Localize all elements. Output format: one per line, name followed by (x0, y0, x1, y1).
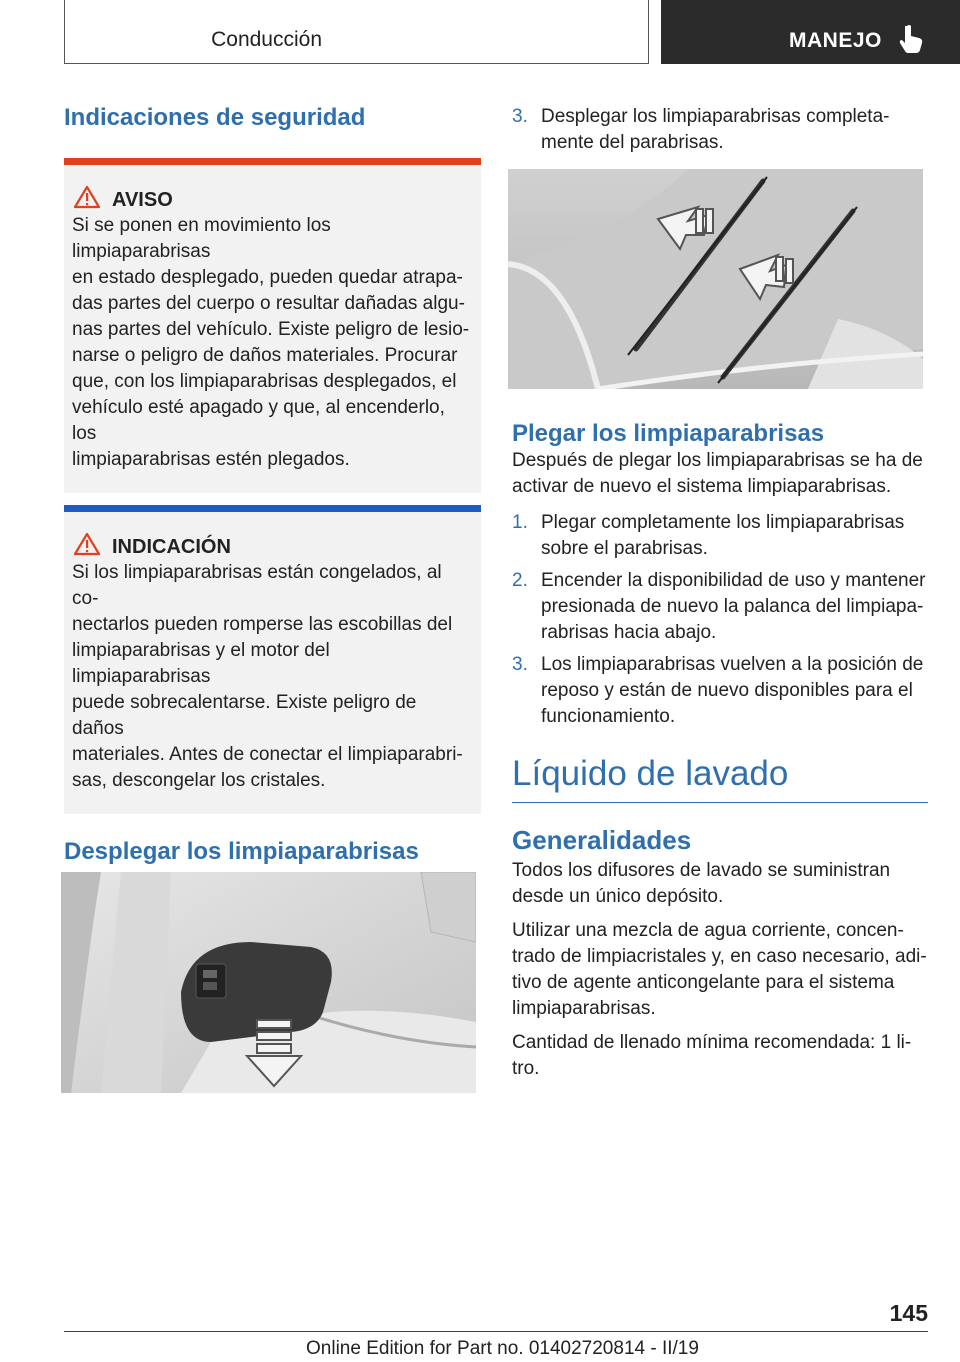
list-item (512, 652, 928, 730)
step-number: 3. (512, 654, 528, 675)
notice-box (64, 512, 481, 814)
notice-line: nectarlos pueden romperse las escobillas del (72, 614, 453, 635)
hand-pointer-icon (898, 24, 924, 54)
warning-triangle-icon (74, 532, 100, 556)
warning-box (64, 165, 481, 493)
warning-line: en estado desplegado, pueden quedar atrapa‐ (72, 267, 463, 288)
warning-line: limpiaparabrisas estén plegados. (72, 449, 350, 470)
paragraph-line: tivo de agente anticongelante para el sistema (512, 972, 895, 993)
notice-line: limpiaparabrisas y el motor del limpiaparabrisas (72, 640, 330, 687)
step-text: mente del parabrisas. (541, 132, 724, 153)
deploy-steps-continued (512, 104, 928, 156)
paragraph-line: trado de limpiacristales y, en caso necesario, adi‐ (512, 946, 927, 967)
step-text: Desplegar los limpiaparabrisas completa‐ (541, 106, 890, 127)
step-text: funcionamiento. (541, 706, 676, 727)
footer-edition-text: Online Edition for Part no. 01402720814 - II/19 (306, 1338, 699, 1359)
header-section-title: Conducción (211, 28, 322, 51)
step-text: presionada de nuevo la palanca del limpiapa‐ (541, 596, 924, 617)
header-section-box (64, 0, 649, 64)
notice-line: puede sobrecalentarse. Existe peligro de daños (72, 692, 417, 739)
step-text: sobre el parabrisas. (541, 538, 708, 559)
paragraph-line: tro. (512, 1058, 540, 1079)
warning-line: das partes del cuerpo o resultar dañadas algu‐ (72, 293, 465, 314)
safety-section-title: Indicaciones de seguridad (64, 104, 366, 131)
page-number: 145 (889, 1300, 928, 1326)
warning-title: AVISO (112, 189, 173, 211)
right-column (512, 100, 928, 156)
warning-line: narse o peligro de daños materiales. Procurar (72, 345, 458, 366)
warning-triangle-icon (74, 185, 100, 209)
warning-line: nas partes del vehículo. Existe peligro de lesio‐ (72, 319, 470, 340)
header-chapter-tab[interactable] (661, 0, 960, 64)
header-chapter-label: MANEJO (789, 29, 882, 52)
windshield-wipers-illustration (508, 169, 923, 389)
deploy-section-title: Desplegar los limpiaparabrisas (64, 838, 419, 865)
fold-intro-line: Después de plegar los limpiaparabrisas se ha de (512, 450, 923, 471)
notice-color-bar (64, 505, 481, 512)
step-text: Encender la disponibilidad de uso y mantener (541, 570, 926, 591)
fold-intro-line: activar de nuevo el sistema limpiaparabrisas. (512, 476, 892, 497)
step-number: 1. (512, 512, 528, 533)
paragraph-line: Cantidad de llenado mínima recomendada: 1 li‐ (512, 1032, 912, 1053)
step-number: 3. (512, 106, 528, 127)
list-item (512, 568, 928, 646)
general-section-title: Generalidades (512, 825, 692, 855)
list-item (512, 104, 928, 156)
washer-fluid-title: Líquido de lavado (512, 754, 928, 803)
warning-line: que, con los limpiaparabrisas desplegados, el (72, 371, 457, 392)
warning-line: Si se ponen en movimiento los limpiaparabrisas (72, 215, 331, 262)
wiper-lever-illustration (61, 872, 476, 1093)
notice-line: sas, descongelar los cristales. (72, 770, 326, 791)
footer-divider (64, 1331, 928, 1332)
list-item (512, 510, 928, 562)
step-text: rabrisas hacia abajo. (541, 622, 717, 643)
warning-color-bar (64, 158, 481, 165)
wiper-lever-image (61, 872, 476, 1093)
notice-title: INDICACIÓN (112, 536, 231, 558)
notice-line: materiales. Antes de conectar el limpiaparabri‐ (72, 744, 463, 765)
paragraph-line: Todos los difusores de lavado se suministran (512, 860, 891, 881)
paragraph-line: limpiaparabrisas. (512, 998, 656, 1019)
right-column-lower (512, 420, 928, 1082)
windshield-wipers-image (508, 169, 923, 389)
paragraph-line: desde un único depósito. (512, 886, 724, 907)
fold-section-title: Plegar los limpiaparabrisas (512, 420, 825, 447)
notice-line: Si los limpiaparabrisas están congelados, al co‐ (72, 562, 442, 609)
warning-line: vehículo esté apagado y que, al encenderlo, los (72, 397, 445, 444)
step-text: Los limpiaparabrisas vuelven a la posición de (541, 654, 924, 675)
fold-steps-list (512, 510, 928, 730)
paragraph-line: Utilizar una mezcla de agua corriente, concen‐ (512, 920, 904, 941)
step-number: 2. (512, 570, 528, 591)
step-text: Plegar completamente los limpiaparabrisas (541, 512, 905, 533)
step-text: reposo y están de nuevo disponibles para el (541, 680, 913, 701)
